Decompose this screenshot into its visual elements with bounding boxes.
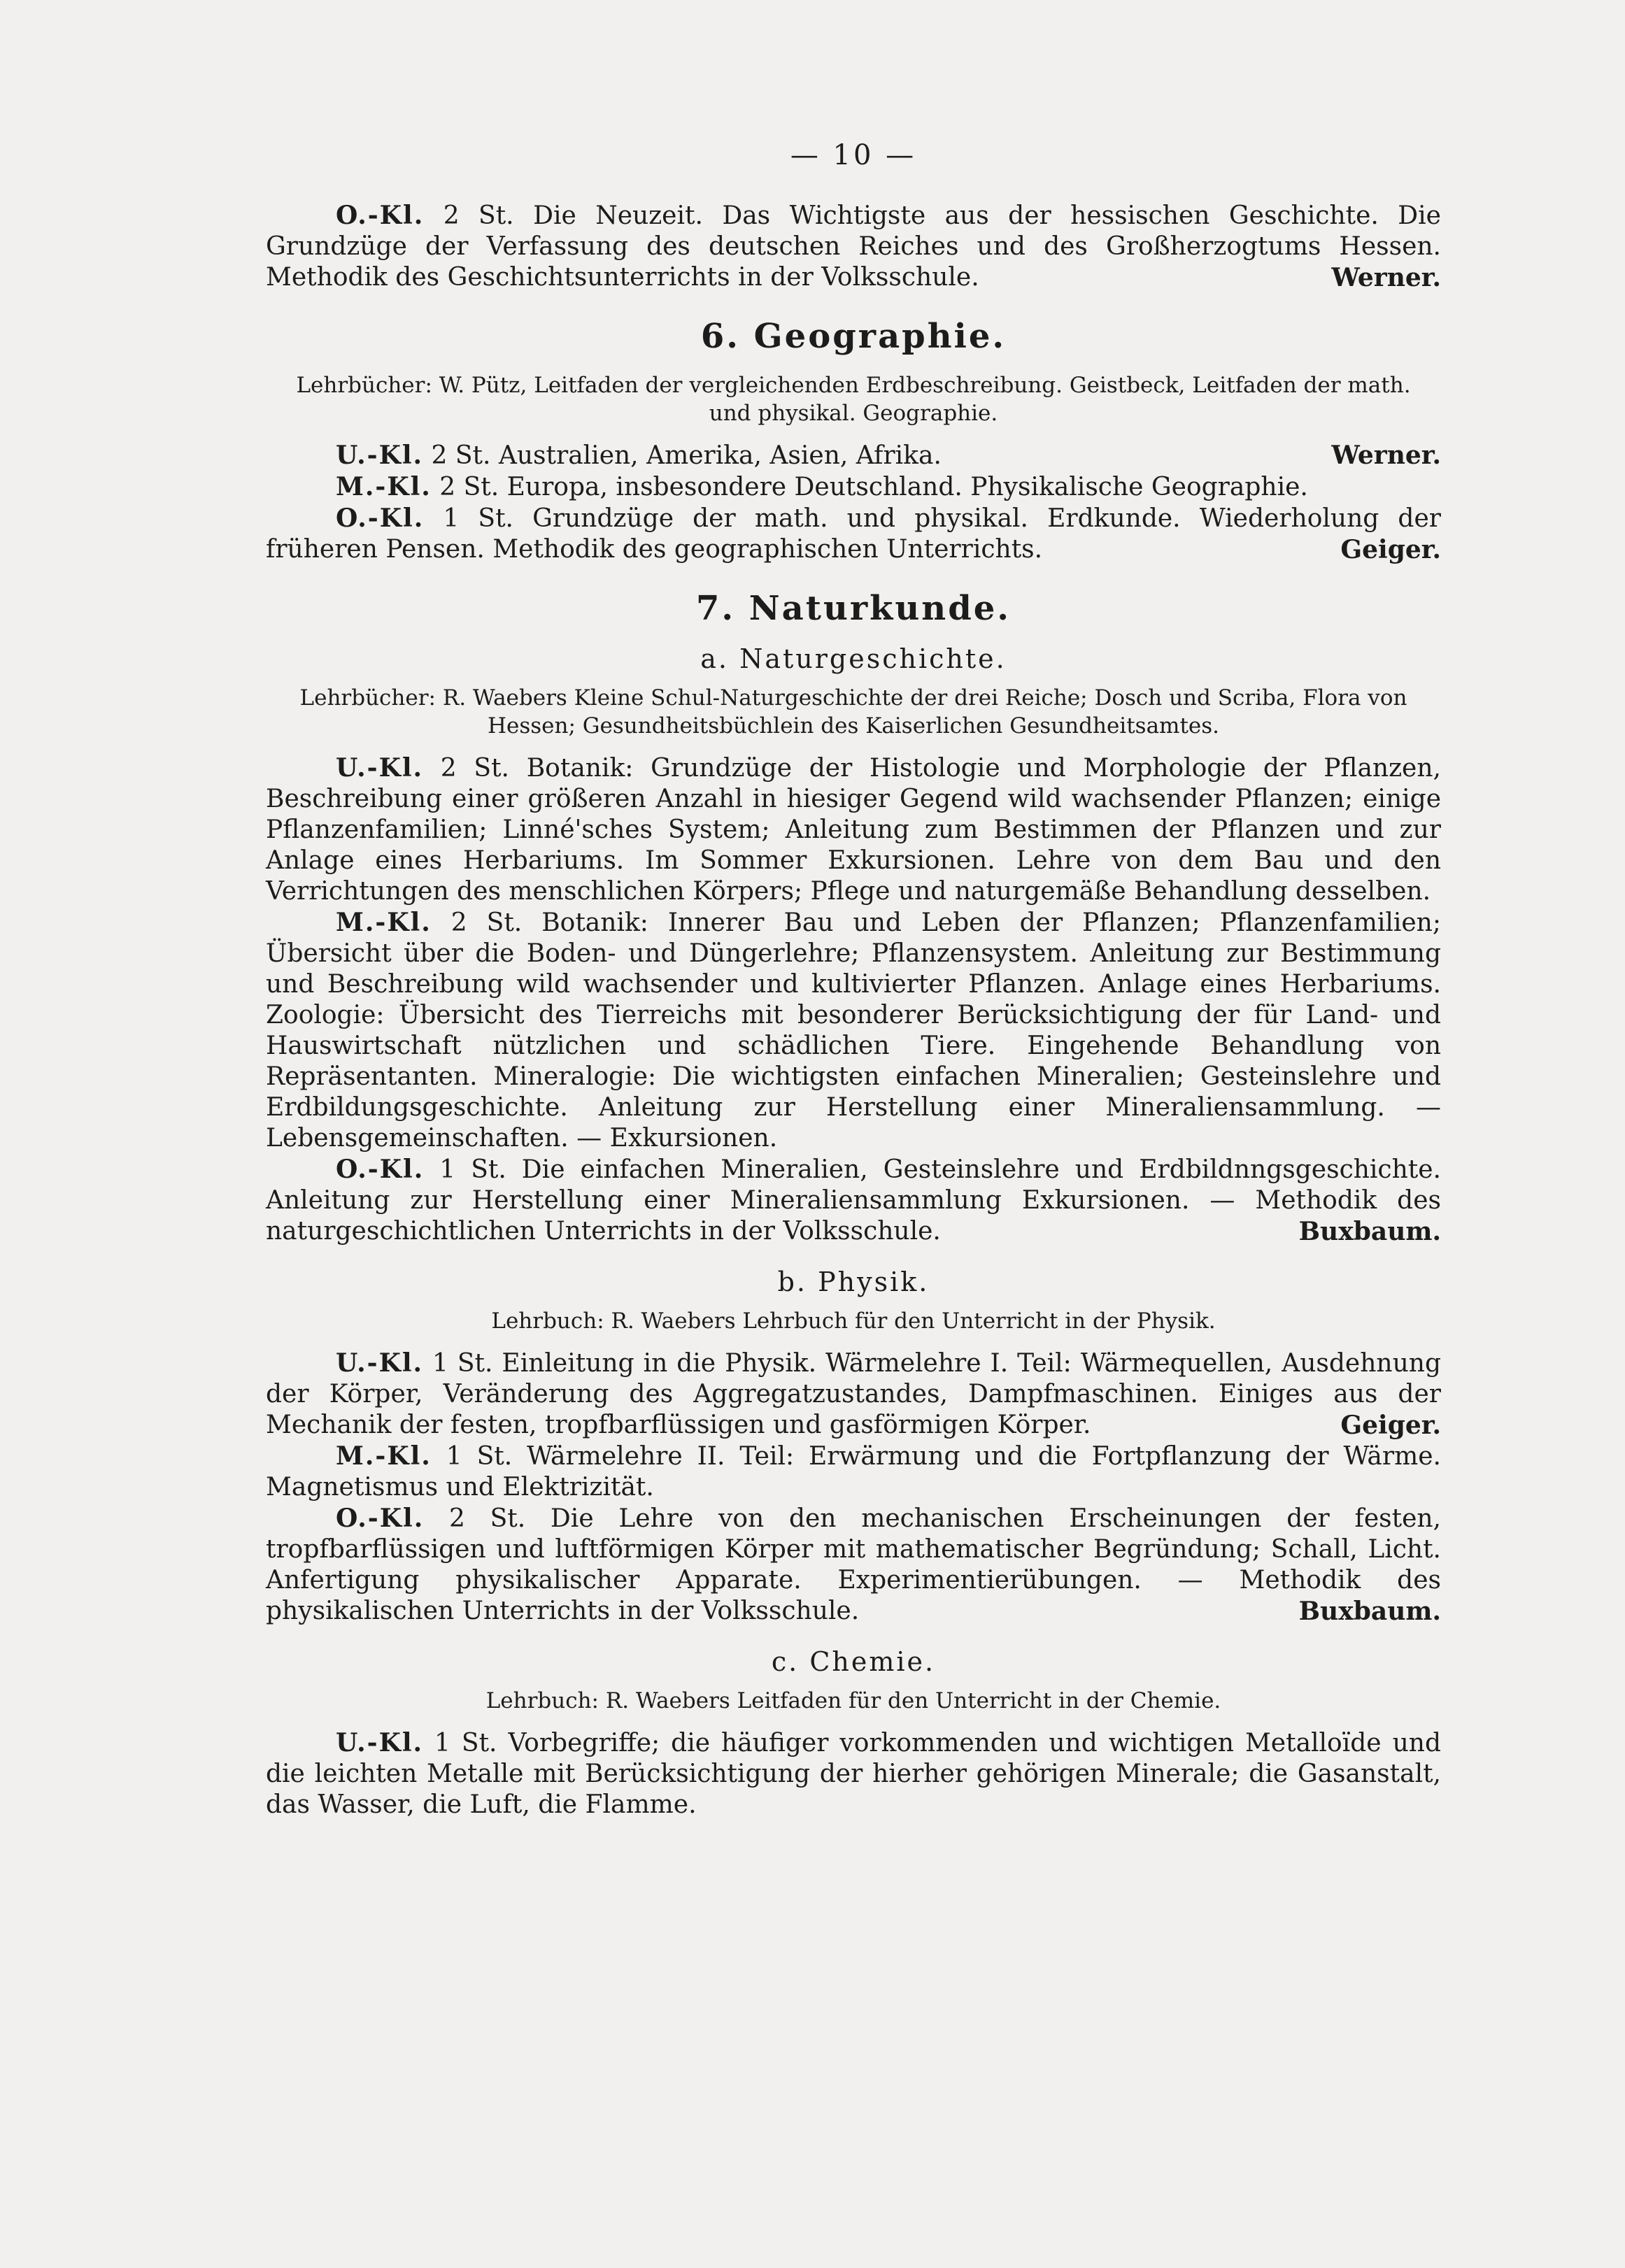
class-label: U.-Kl.: [336, 753, 424, 783]
class-label: O.-Kl.: [336, 201, 425, 230]
class-label: M.-Kl.: [336, 908, 432, 937]
paragraph-text: 2 St. Die Lehre von den mechanischen Erscheinungen der festen, tropfbarflüssigen und luftförmigen Körper mit mathematischer Begründung; Schall, Licht. Anfertigung physikalischer Apparate. Experimentierübungen. — Methodik des physikalischen Unterrichts in der Volksschule.: [266, 1504, 1441, 1625]
paragraph-text: 2 St. Botanik: Grundzüge der Histologie und Morphologie der Pflanzen, Beschreibung einer größeren Anzahl in hiesiger Gegend wild wachsender Pflanzen; einige Pflanzenfamilien; Linné'sches System; Anleitung zum Bestimmen der Pflanzen und zur Anlage eines Herbariums. Im Sommer Exkursionen. Lehre von dem Bau und den Verrichtungen des menschlichen Körpers; Pflege und naturgemäße Behandlung desselben.: [266, 754, 1441, 906]
section-heading-geographie: 6. Geographie.: [700, 317, 1007, 356]
class-label: U.-Kl.: [336, 1728, 424, 1757]
page-number: — 10 —: [790, 139, 917, 171]
subsection-heading-chemie: c. Chemie.: [771, 1646, 936, 1677]
paragraph-text: 1 St. Wärmelehre II. Teil: Erwärmung und die Fortpflanzung der Wärme. Magnetismus und Elektrizität.: [266, 1442, 1441, 1502]
paragraph-text: 2 St. Europa, insbesondere Deutschland. Physikalische Geographie.: [431, 473, 1308, 501]
paragraph-text: 1 St. Vorbegriffe; die häufiger vorkommenden und wichtigen Metalloïde und die leichten Metalle mit Berücksichtigung der hierher gehörigen Minerale; die Gasanstalt, das Wasser, die Luft, die Flamme.: [266, 1729, 1441, 1819]
geographie-uk-paragraph: [266, 440, 1441, 471]
class-label: U.-Kl.: [336, 1348, 424, 1378]
paragraph-text: 1 St. Einleitung in die Physik. Wärmelehre I. Teil: Wärmequellen, Ausdehnung der Körper, Veränderung des Aggregatzustandes, Dampfmaschinen. Einiges aus der Mechanik der festen, tropfbarflüssigen und gasförmigen Körper.: [266, 1349, 1441, 1439]
section-heading-naturkunde: 7. Naturkunde.: [695, 589, 1012, 628]
class-label: O.-Kl.: [336, 504, 425, 533]
paragraph-text: 2 St. Die Neuzeit. Das Wichtigste aus der hessischen Geschichte. Die Grundzüge der Verfassung des deutschen Reiches und des Großherzogtums Hessen. Methodik des Geschichtsunterrichts in der Volksschule.: [266, 201, 1441, 292]
paragraph-text: 1 St. Grundzüge der math. und physikal. Erdkunde. Wiederholung der früheren Pensen. Methodik des geographischen Unterrichts.: [266, 504, 1441, 564]
geschichte-ok-paragraph: [266, 200, 1441, 293]
class-label: M.-Kl.: [336, 472, 432, 501]
teacher-signature: Werner.: [1331, 263, 1441, 292]
class-label: M.-Kl.: [336, 1441, 432, 1471]
naturgeschichte-uk-paragraph: [266, 753, 1441, 907]
teacher-signature: Geiger.: [1340, 535, 1441, 564]
textbooks-physik: Lehrbuch: R. Waebers Lehrbuch für den Unterricht in der Physik.: [491, 1308, 1216, 1334]
subsection-heading-physik: b. Physik.: [777, 1267, 930, 1297]
naturgeschichte-mk-paragraph: [266, 907, 1441, 1154]
subsection-heading-naturgeschichte: a. Naturgeschichte.: [700, 643, 1007, 674]
physik-ok-paragraph: [266, 1503, 1441, 1627]
physik-uk-paragraph: [266, 1348, 1441, 1441]
textbooks-chemie: Lehrbuch: R. Waebers Leitfaden für den Unterricht in der Chemie.: [485, 1688, 1221, 1713]
paragraph-text: 1 St. Die einfachen Mineralien, Gesteinslehre und Erdbildnngsgeschichte. Anleitung zur Herstellung einer Mineraliensammlung Exkursionen. — Methodik des naturgeschichtlichen Unterrichts in der Volksschule.: [266, 1155, 1441, 1246]
textbooks-naturgeschichte: Lehrbücher: R. Waebers Kleine Schul-Naturgeschichte der drei Reiche; Dosch und Scriba, Flora von Hessen; Gesundheitsbüchlein des Kaiserlichen Gesundheitsamtes.: [299, 685, 1407, 739]
class-label: O.-Kl.: [336, 1504, 425, 1533]
textbooks-geographie: Lehrbücher: W. Pütz, Leitfaden der vergleichenden Erdbeschreibung. Geistbeck, Leitfaden der math. und physikal. Geographie.: [296, 373, 1411, 426]
geographie-ok-paragraph: [266, 503, 1441, 565]
physik-mk-paragraph: [266, 1441, 1441, 1503]
teacher-signature: Buxbaum.: [1298, 1217, 1441, 1246]
teacher-signature: Geiger.: [1340, 1411, 1441, 1440]
paragraph-text: 2 St. Australien, Amerika, Asien, Afrika.: [423, 441, 942, 470]
class-label: O.-Kl.: [336, 1155, 425, 1184]
paragraph-text: 2 St. Botanik: Innerer Bau und Leben der Pflanzen; Pflanzenfamilien; Übersicht über die Boden- und Düngerlehre; Pflanzensystem. Anleitung zur Bestimmung und Beschreibung wild wachsender und kultivierter Pflanzen. Anlage eines Herbariums. Zoologie: Übersicht des Tierreichs mit besonderer Berücksichtigung der für Land- und Hauswirtschaft nützlichen und schädlichen Tiere. Eingehende Behandlung von Repräsentanten. Mineralogie: Die wichtigsten einfachen Mineralien; Gesteinslehre und Erdbildungsgeschichte. Anleitung zur Herstellung einer Mineraliensammlung. — Lebensgemeinschaften. — Exkursionen.: [266, 908, 1441, 1153]
teacher-signature: Werner.: [1331, 441, 1441, 470]
naturgeschichte-ok-paragraph: [266, 1154, 1441, 1247]
document-page: [266, 140, 1441, 1820]
teacher-signature: Buxbaum.: [1298, 1597, 1441, 1626]
geographie-mk-paragraph: [266, 471, 1441, 503]
chemie-uk-paragraph: [266, 1727, 1441, 1820]
class-label: U.-Kl.: [336, 441, 424, 470]
